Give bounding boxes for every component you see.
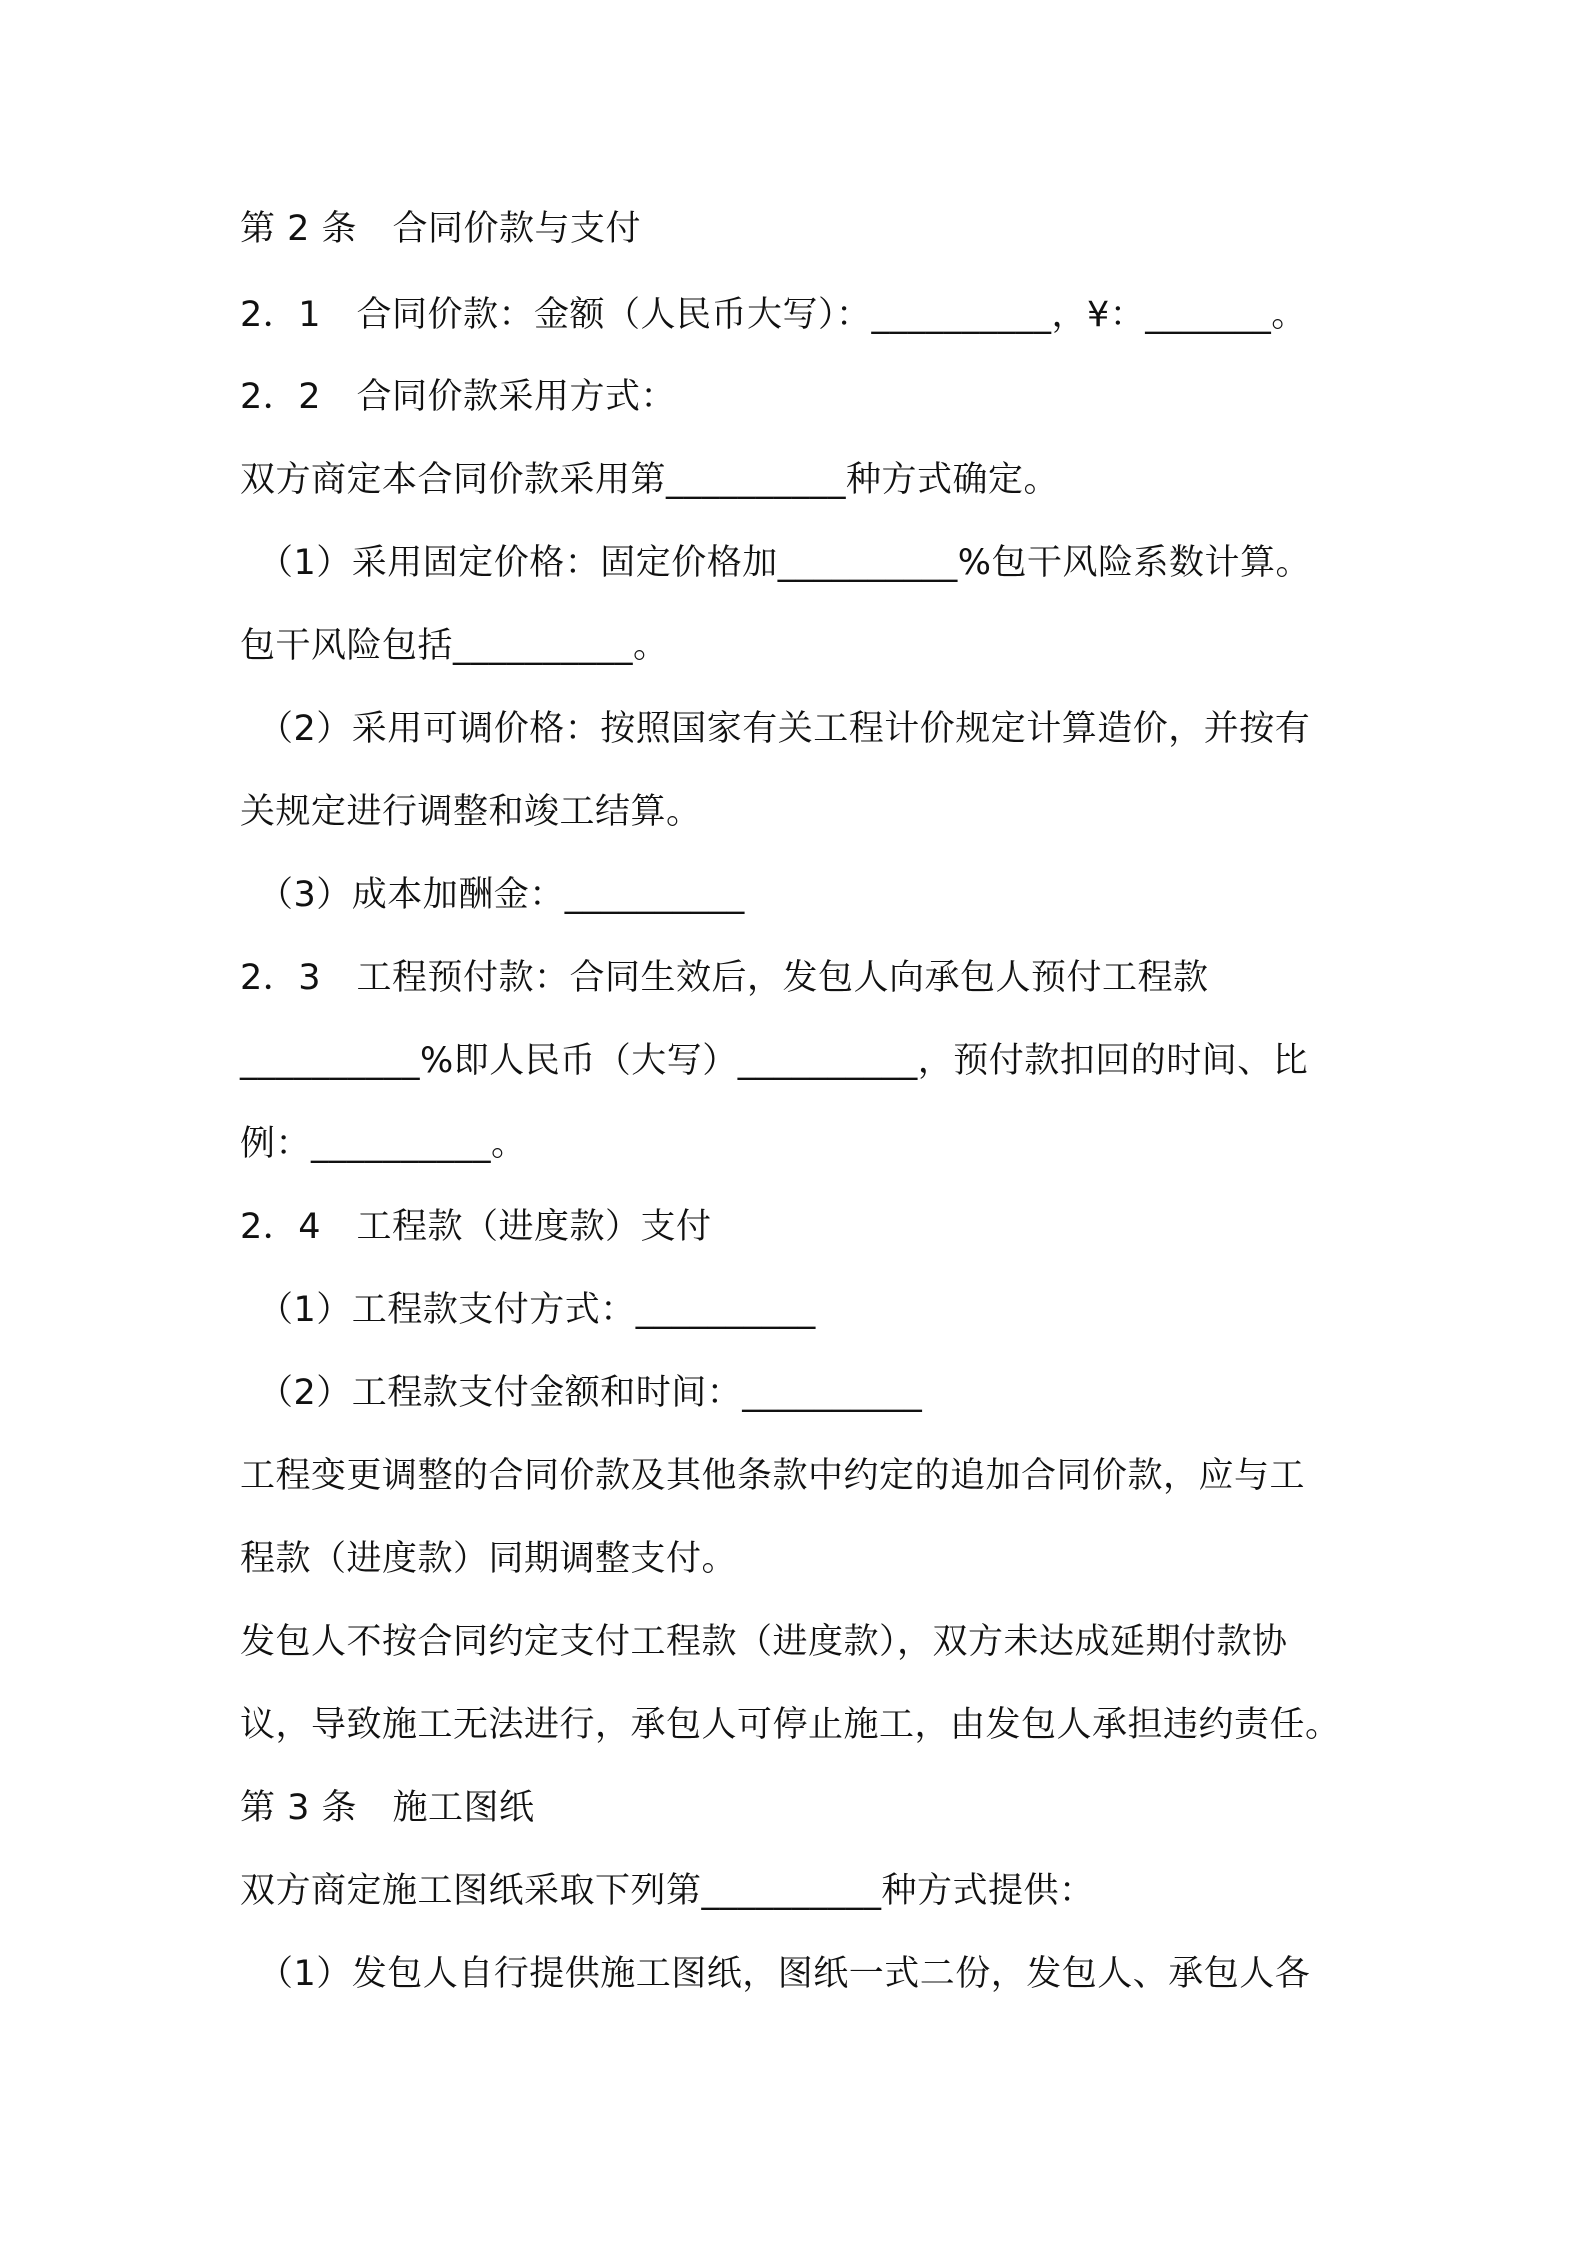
- paragraph-line: __________%即人民币（大写）__________，预付款扣回的时间、比: [240, 1041, 1309, 1081]
- item-line: （1）工程款支付方式：__________: [258, 1290, 816, 1330]
- clause-2-1: 2．1 合同价款：金额（人民币大写）：__________，¥：_______。: [240, 295, 1307, 335]
- article-2-heading: 第 2 条 合同价款与支付: [240, 209, 642, 249]
- article-3-heading: 第 3 条 施工图纸: [240, 1788, 535, 1828]
- paragraph-line: 双方商定施工图纸采取下列第__________种方式提供：: [240, 1871, 1095, 1911]
- item-line: （1）发包人自行提供施工图纸，图纸一式二份，发包人、承包人各: [258, 1954, 1311, 1994]
- clause-2-3: 2．3 工程预付款：合同生效后，发包人向承包人预付工程款: [240, 958, 1209, 998]
- paragraph-line: 双方商定本合同价款采用第__________种方式确定。: [240, 460, 1060, 500]
- item-line: （1）采用固定价格：固定价格加__________%包干风险系数计算。: [258, 543, 1312, 583]
- clause-2-2: 2．2 合同价款采用方式：: [240, 377, 677, 417]
- item-line: （2）采用可调价格：按照国家有关工程计价规定计算造价，并按有: [258, 709, 1311, 749]
- paragraph-line: 程款（进度款）同期调整支付。: [240, 1539, 738, 1579]
- paragraph-line: 发包人不按合同约定支付工程款（进度款），双方未达成延期付款协: [240, 1622, 1288, 1662]
- clause-2-4: 2．4 工程款（进度款）支付: [240, 1207, 712, 1247]
- paragraph-line: 例：__________。: [240, 1124, 527, 1164]
- paragraph-line: 包干风险包括__________。: [240, 626, 669, 666]
- paragraph-line: 关规定进行调整和竣工结算。: [240, 792, 702, 832]
- paragraph-line: 工程变更调整的合同价款及其他条款中约定的追加合同价款，应与工: [240, 1456, 1306, 1496]
- paragraph-line: 议，导致施工无法进行，承包人可停止施工，由发包人承担违约责任。: [240, 1705, 1341, 1745]
- item-line: （2）工程款支付金额和时间：__________: [258, 1373, 923, 1413]
- item-line: （3）成本加酬金：__________: [258, 875, 745, 915]
